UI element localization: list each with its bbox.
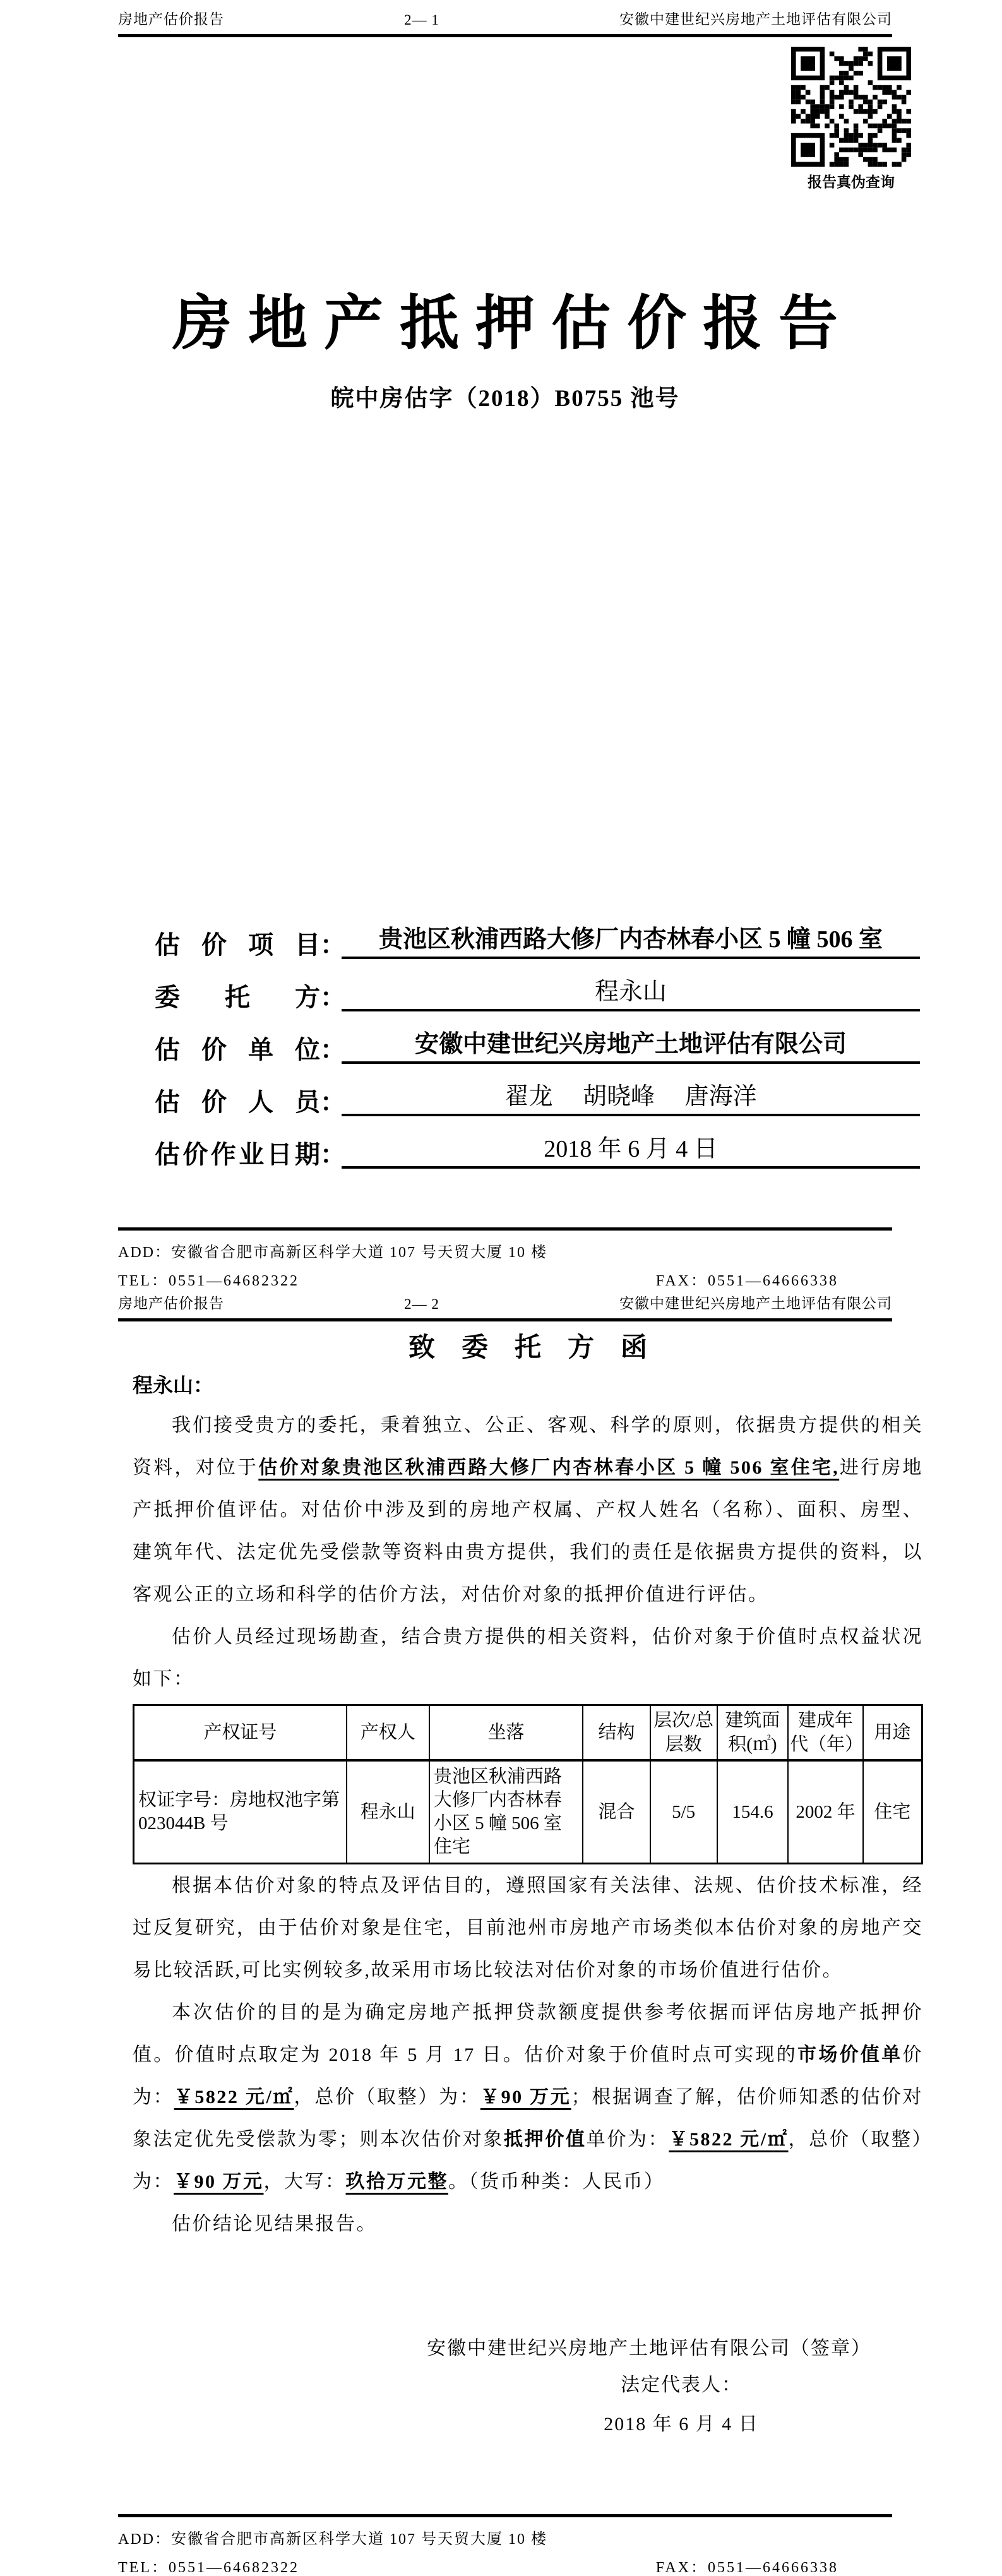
letter-paragraph-5 [133,2203,923,2245]
footer-fax: FAX：0551—64666338 [655,1273,838,1289]
footer-tel: TEL：0551—64682322 [118,2560,299,2576]
text-segment: 市场价值单 [797,2044,903,2065]
text-segment: ；根据调查了解，估价师知悉的估价对象法定优先受偿款为零；则本次估价对象 [133,2087,924,2150]
field-colon: ： [320,931,345,959]
footer-fax: FAX：0551—64666338 [655,2560,838,2576]
field-value: 翟龙 胡晓峰 唐海洋 [342,1082,920,1116]
running-header-company: 安徽中建世纪兴房地产土地评估有限公司 [619,1296,892,1311]
cover-field-row-2 [155,959,920,1011]
signature-company: 安徽中建世纪兴房地产土地评估有限公司（签章） [427,2338,871,2359]
page2-running-header [118,1292,892,1321]
table-cell: 混合 [583,1760,650,1864]
table-cell: 154.6 [717,1760,788,1864]
field-colon: ： [320,1140,345,1169]
table-header-cell: 产权证号 [134,1705,347,1761]
field-colon: ： [320,1088,345,1116]
table-row [134,1760,922,1864]
cover-field-row-1 [155,907,920,959]
letter-title: 致委托方函 [408,1333,674,1363]
property-rights-table [133,1704,923,1864]
footer-contacts [118,1268,892,1290]
field-label: 估价单位 [155,1035,320,1064]
text-segment: 本次估价的目的是为确定房地产抵押贷款额度提供参考依据而评估房地产抵押价值。价值时点取定为 2018 年 5 月 17 日。估价对象于价值时点可实现的 [133,2002,923,2065]
footer-address: ADD：安徽省合肥市高新区科学大道 107 号天贸大厦 10 楼 [118,1244,547,1261]
text-segment: ，大写： [263,2171,346,2192]
table-header-cell: 坐落 [429,1705,583,1761]
table-header-cell: 用途 [863,1705,922,1761]
cover-field-row-5 [155,1116,920,1169]
footer-tel: TEL：0551—64682322 [118,1273,299,1289]
field-label: 估价人员 [155,1088,320,1116]
letter-paragraph-1 [133,1404,923,1616]
page2-number: 2— 2 [404,1296,439,1312]
cover-field-row-3 [155,1011,920,1064]
page1-number: 2— 1 [404,12,439,28]
page2-footer [118,2514,892,2576]
table-cell: 贵池区秋浦西路大修厂内杏林春小区 5 幢 506 室住宅 [429,1760,583,1864]
text-segment: 进行房地产抵押价值评估。对估价中涉及到的房地产权属、产权人姓名（名称）、面积、房型、建筑年代、法定优先受偿款等资料由贵方提供，我们的责任是依据贵方提供的资料，以客观公正的立场和科学的估价方法，对估价对象的抵押价值进行评估。 [133,1457,924,1605]
text-segment: ，总价（取整）为： [294,2087,480,2108]
field-value: 安徽中建世纪兴房地产土地评估有限公司 [342,1029,920,1064]
text-segment: ￥5822 元/㎡ [669,2129,789,2150]
cover-field-row-4 [155,1064,920,1116]
report-title: 房地产抵押估价报告 [172,291,854,357]
text-segment: 单价为： [586,2129,669,2150]
signature-legal-rep: 法定代表人： [621,2375,742,2395]
footer-address: ADD：安徽省合肥市高新区科学大道 107 号天贸大厦 10 楼 [118,2531,547,2548]
text-segment: 根据本估价对象的特点及评估目的，遵照国家有关法律、法规、估价技术标准，经过反复研究，由于估价对象是住宅，目前池州市房地产市场类似本估价对象的房地产交易比较活跃,可比实例较多,故采用市场比较法对估价对象的市场价值进行估价。 [133,1875,923,1981]
text-segment: ￥90 万元 [480,2087,571,2108]
qr-code [791,47,911,167]
letter-paragraph-3 [133,1864,923,1991]
text-segment: 估价结论见结果报告。 [172,2214,377,2234]
letter-to-client [133,1330,923,2245]
field-label: 估价作业日期 [155,1140,320,1169]
text-segment: 抵押价值 [504,2129,587,2150]
text-segment: 估价对象贵池区秋浦西路大修厂内杏林春小区 5 幢 506 室住宅, [258,1457,840,1478]
field-label: 估价项目 [155,931,320,959]
cover-fields [155,907,920,1169]
field-value: 2018 年 6 月 4 日 [342,1134,920,1169]
text-segment: 。（货币种类：人民币） [448,2171,665,2192]
table-cell: 5/5 [650,1760,717,1864]
text-segment: 估价人员经过现场勘查，结合贵方提供的相关资料，估价对象于价值时点权益状况如下： [133,1626,923,1690]
text-segment: 价为： [133,2044,924,2108]
text-segment: ，总价（取整）为： [133,2129,924,2192]
table-header-cell: 建筑面积(㎡) [717,1705,788,1761]
field-colon: ： [320,1035,345,1064]
footer-contacts [118,2555,892,2576]
table-cell: 住宅 [863,1760,922,1864]
text-segment: ￥90 万元 [174,2171,264,2192]
letter-paragraph-2 [133,1616,923,1700]
table-cell: 程永山 [347,1760,429,1864]
field-label: 委托方 [155,983,320,1011]
field-colon: ： [320,983,345,1011]
signature-date: 2018 年 6 月 4 日 [604,2414,759,2435]
report-subtitle: 皖中房估字（2018）B0755 池号 [330,386,680,412]
qr-caption: 报告真伪查询 [808,174,895,190]
text-segment: 我们接受贵方的委托，秉着独立、公正、客观、科学的原则，依据贵方提供的相关资料，对位于 [133,1415,923,1478]
table-header-cell: 层次/总层数 [650,1705,717,1761]
table-header-cell: 产权人 [347,1705,429,1761]
letter-addressee: 程永山： [133,1374,214,1397]
page1-running-header [118,8,892,37]
text-segment: ￥5822 元/㎡ [174,2087,294,2108]
table-header-row [134,1705,922,1761]
table-header-cell: 建成年代（年） [788,1705,863,1761]
running-header-title: 房地产估价报告 [118,11,224,27]
letter-paragraph-4 [133,1991,923,2203]
page1-footer [118,1227,892,1290]
text-segment: 玖拾万元整 [345,2171,448,2192]
field-value: 贵池区秋浦西路大修厂内杏林春小区 5 幢 506 室 [342,924,920,959]
signature-block [427,2336,898,2437]
running-header-company: 安徽中建世纪兴房地产土地评估有限公司 [619,11,892,27]
table-cell: 权证字号：房地权池字第 023044B 号 [134,1760,347,1864]
field-value: 程永山 [342,977,920,1011]
table-cell: 2002 年 [788,1760,863,1864]
running-header-title: 房地产估价报告 [118,1296,224,1311]
table-header-cell: 结构 [583,1705,650,1761]
